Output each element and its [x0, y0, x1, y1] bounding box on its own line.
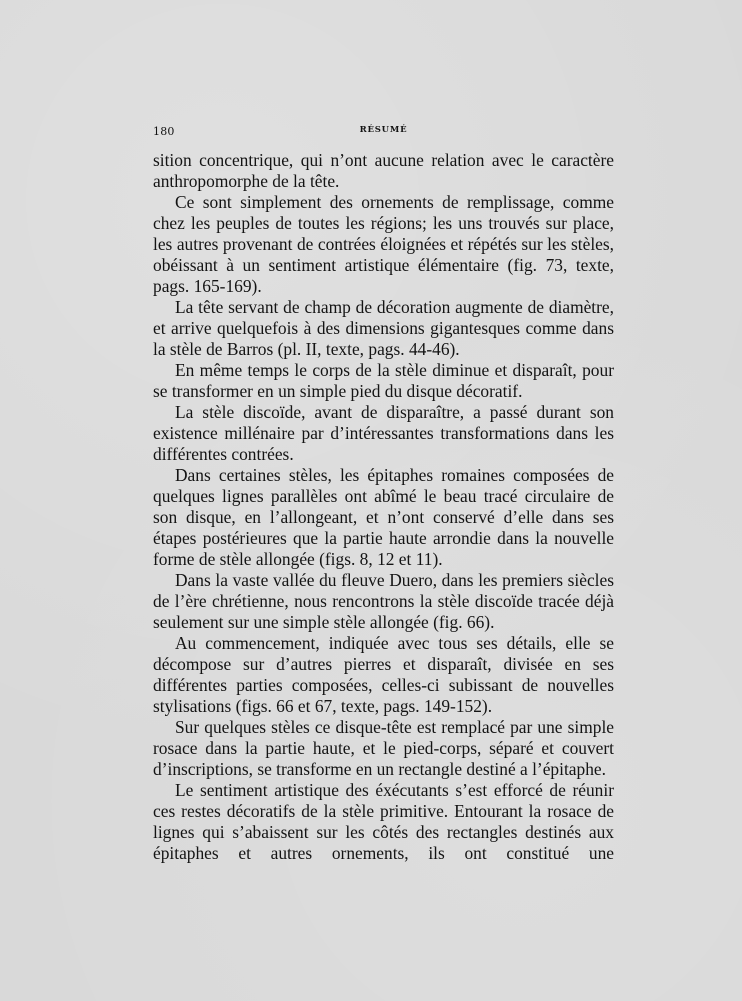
paragraph-2: Ce sont simplement des ornements de remplissage, comme chez les peuples de toutes les régions; les uns trouvés sur place, les autres provenant de contrées éloignées et répétés sur les stèles, obéissant à un sentiment artistique élémentaire (fig. 73, texte, pags. 165-169). [153, 192, 614, 296]
paragraph-7: Dans la vaste vallée du fleuve Duero, dans les premiers siècles de l’ère chrétienne, nous rencontrons la stèle discoïde tracée déjà seulement sur une simple stèle allongée (fig. 66). [153, 570, 614, 632]
paragraph-8: Au commencement, indiquée avec tous ses détails, elle se décompose sur d’autres pierres et disparaît, divisée en ses différentes parties composées, celles-ci subissant de nouvelles stylisations (figs. 66 et 67, texte, pags. 149-152). [153, 633, 614, 716]
page-number: 180 [153, 125, 175, 138]
paragraph-1: sition concentrique, qui n’ont aucune relation avec le caractère anthropomorphe de la tête. [153, 150, 614, 191]
paragraph-3: La tête servant de champ de décoration augmente de diamètre, et arrive quelquefois à des dimensions gigantesques comme dans la stèle de Barros (pl. II, texte, pags. 44-46). [153, 297, 614, 359]
paragraph-10: Le sentiment artistique des éxécutants s’est efforcé de réunir ces restes décoratifs de la stèle primitive. Entourant la rosace de lignes qui s’abaissent sur les côtés des rectangles destinés aux épitaphes et autres ornements, ils ont constitué une [153, 780, 614, 863]
running-head [153, 124, 614, 142]
paragraph-6: Dans certaines stèles, les épitaphes romaines composées de quelques lignes parallèles ont abîmé le beau tracé circulaire de son disque, en l’allongeant, et n’ont conservé d’elle dans ses étapes postérieures que la partie haute arrondie dans la nouvelle forme de stèle allongée (figs. 8, 12 et 11). [153, 465, 614, 569]
paragraph-4: En même temps le corps de la stèle diminue et disparaît, pour se transformer en un simple pied du disque décoratif. [153, 360, 614, 401]
body-text [153, 150, 614, 864]
paragraph-5: La stèle discoïde, avant de disparaître, a passé durant son existence millénaire par d’intéressantes transformations dans les différentes contrées. [153, 402, 614, 464]
paragraph-9: Sur quelques stèles ce disque-tête est remplacé par une simple rosace dans la partie haute, et le pied-corps, séparé et couvert d’inscriptions, se transforme en un rectangle destiné a l’épitaphe. [153, 717, 614, 779]
book-page [153, 124, 614, 864]
running-title: RÉSUMÉ [359, 125, 408, 135]
